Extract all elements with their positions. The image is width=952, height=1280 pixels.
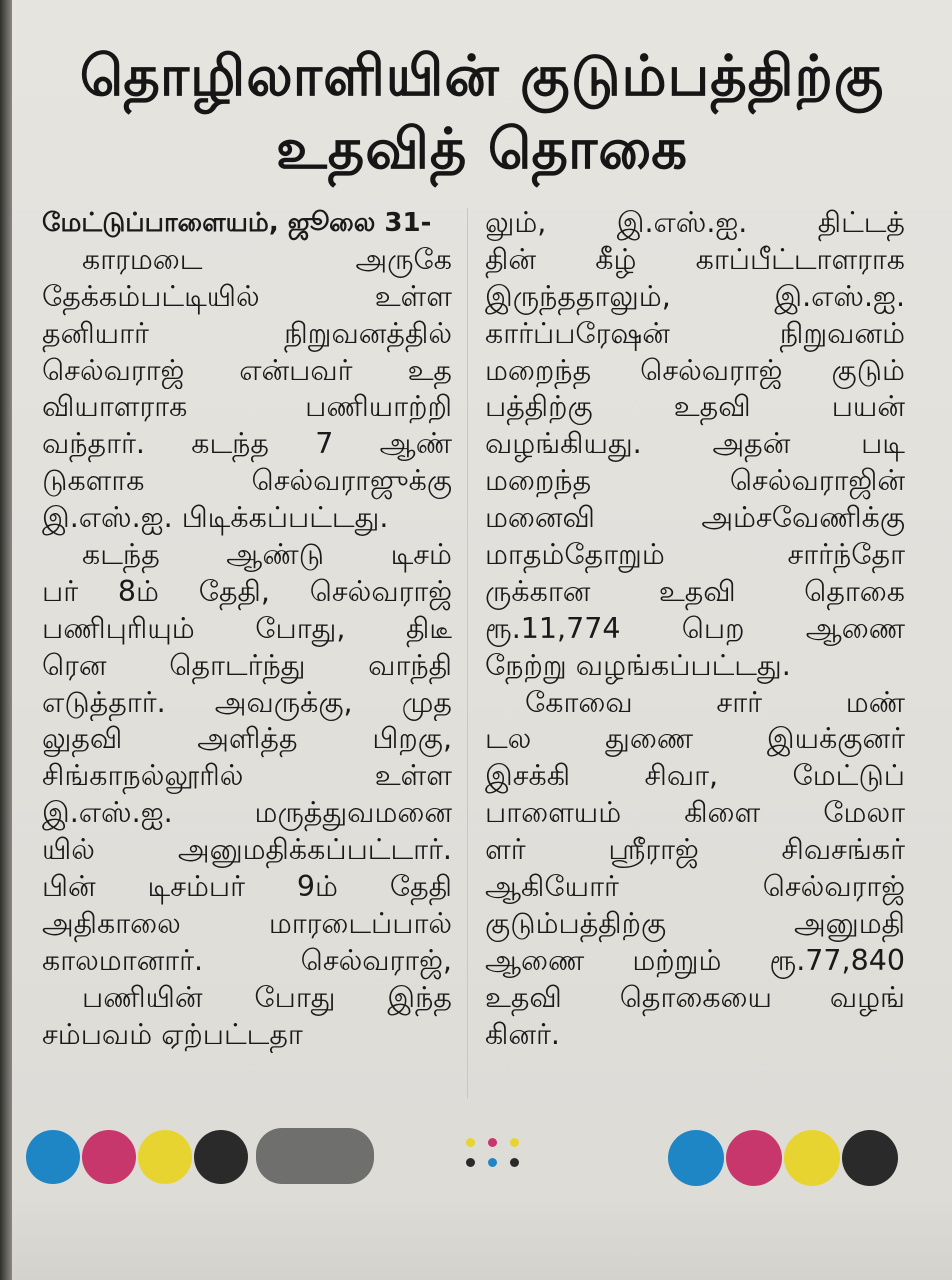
article-text-line: காரமடை அருகே — [82, 242, 452, 276]
article-text-line: பணியின் போது இந்த — [82, 980, 452, 1014]
column-divider — [467, 208, 468, 1098]
article-text-line: மனைவி அம்சவேணிக்கு — [485, 501, 905, 535]
article-text-line: பத்திற்கு உதவி பயன் — [485, 390, 905, 424]
article-text-line: பணிபுரியும் போது, திடீ — [42, 611, 452, 645]
registration-dot-cyan — [668, 1130, 724, 1186]
article-text-line: டல துணை இயக்குனர் — [485, 722, 905, 756]
article-text-line: தேக்கம்பட்டியில் உள்ள — [42, 279, 452, 313]
article-text-line: அதிகாலை மாரடைப்பால் — [42, 906, 452, 940]
article-text-line: நேற்று வழங்கப்பட்டது. — [485, 648, 791, 682]
registration-dot-magenta — [82, 1130, 136, 1184]
article-text-line: ரூ.11,774 பெற ஆணை — [485, 611, 905, 645]
registration-dot-black — [842, 1130, 898, 1186]
article-text-line: சிங்காநல்லூரில் உள்ள — [42, 759, 452, 793]
article-text-line: வியாளராக பணியாற்றி — [42, 390, 452, 424]
article-text-line: காலமானார். செல்வராஜ், — [42, 943, 452, 977]
article-text-line: ஆகியோர் செல்வராஜ் — [485, 870, 905, 904]
article-text-line: லும், இ.எஸ்.ஐ. திட்டத் — [485, 206, 905, 239]
print-registration-marks — [12, 1118, 952, 1198]
registration-dot-cyan — [26, 1130, 80, 1184]
article-text-line: பர் 8ம் தேதி, செல்வராஜ் — [42, 574, 452, 608]
article-text-line: ஆணை மற்றும் ரூ.77,840 — [485, 943, 905, 977]
article-text-line: ருக்கான உதவி தொகை — [485, 574, 905, 608]
article-right-column — [485, 205, 905, 1053]
article-text-line: இருந்ததாலும், இ.எஸ்.ஐ. — [485, 279, 905, 313]
article-text-line: யில் அனுமதிக்கப்பட்டார். — [42, 833, 452, 867]
article-text-line: குடும்பத்திற்கு அனுமதி — [485, 906, 905, 940]
registration-dot-black — [194, 1130, 248, 1184]
article-text-line: லுதவி அளித்த பிறகு, — [42, 722, 452, 756]
article-text-line: உதவி தொகையை வழங் — [485, 980, 905, 1014]
article-text-line: மறைந்த செல்வராஜ் குடும் — [485, 353, 905, 387]
article-text-line: கடந்த ஆண்டு டிசம் — [82, 538, 452, 572]
article-text-line: இ.எஸ்.ஐ. பிடிக்கப்பட்டது. — [42, 501, 389, 535]
mini-dot — [510, 1138, 519, 1147]
article-text-line: செல்வராஜ் என்பவர் உத — [42, 353, 452, 387]
article-text-line: இ.எஸ்.ஐ. மருத்துவமனை — [42, 796, 452, 830]
registration-dot-yellow — [138, 1130, 192, 1184]
newspaper-clipping — [12, 0, 952, 1280]
headline-line-2: உதவித் தொகை — [275, 117, 689, 182]
article-text-line: கினர். — [485, 1017, 560, 1051]
article-text-line: ரென தொடர்ந்து வாந்தி — [42, 648, 452, 682]
mini-dot — [488, 1158, 497, 1167]
registration-dot-yellow — [784, 1130, 840, 1186]
article-text-line: தனியார் நிறுவனத்தில் — [42, 316, 452, 350]
registration-dot-magenta — [726, 1130, 782, 1186]
article-left-column — [42, 205, 452, 1053]
headline-line-1: தொழிலாளியின் குடும்பத்திற்கு — [79, 44, 885, 109]
article-text-line: வழங்கியது. அதன் படி — [485, 427, 905, 461]
paper-bottom-margin — [12, 1200, 952, 1280]
article-text-line: கார்ப்பரேஷன் நிறுவனம் — [485, 316, 905, 350]
article-text-line: தின் கீழ் காப்பீட்டாளராக — [485, 242, 905, 276]
article-text-line: பின் டிசம்பர் 9ம் தேதி — [42, 870, 452, 904]
article-text-line: மேட்டுப்பாளையம், ஜூலை 31- — [42, 208, 432, 238]
gray-tone-block — [256, 1128, 374, 1184]
mini-dot — [488, 1138, 497, 1147]
page-left-edge — [0, 0, 12, 1280]
article-text-line: இசக்கி சிவா, மேட்டுப் — [485, 759, 905, 793]
article-text-line: டுகளாக செல்வராஜுக்கு — [42, 464, 452, 498]
article-text-line: ளர் ஸ்ரீராஜ் சிவசங்கர் — [485, 833, 905, 867]
article-text-line: மாதம்தோறும் சார்ந்தோ — [485, 538, 905, 572]
article-text-line: பாளையம் கிளை மேலா — [485, 796, 905, 830]
mini-dot — [466, 1158, 475, 1167]
article-text-line: எடுத்தார். அவருக்கு, முத — [42, 685, 452, 719]
article-text-line: கோவை சார் மண் — [525, 685, 905, 719]
article-text-line: மறைந்த செல்வராஜின் — [485, 464, 905, 498]
article-text-line: சம்பவம் ஏற்பட்டதா — [42, 1017, 303, 1051]
article-text-line: வந்தார். கடந்த 7 ஆண் — [42, 427, 452, 461]
mini-dot — [510, 1158, 519, 1167]
mini-dot — [466, 1138, 475, 1147]
